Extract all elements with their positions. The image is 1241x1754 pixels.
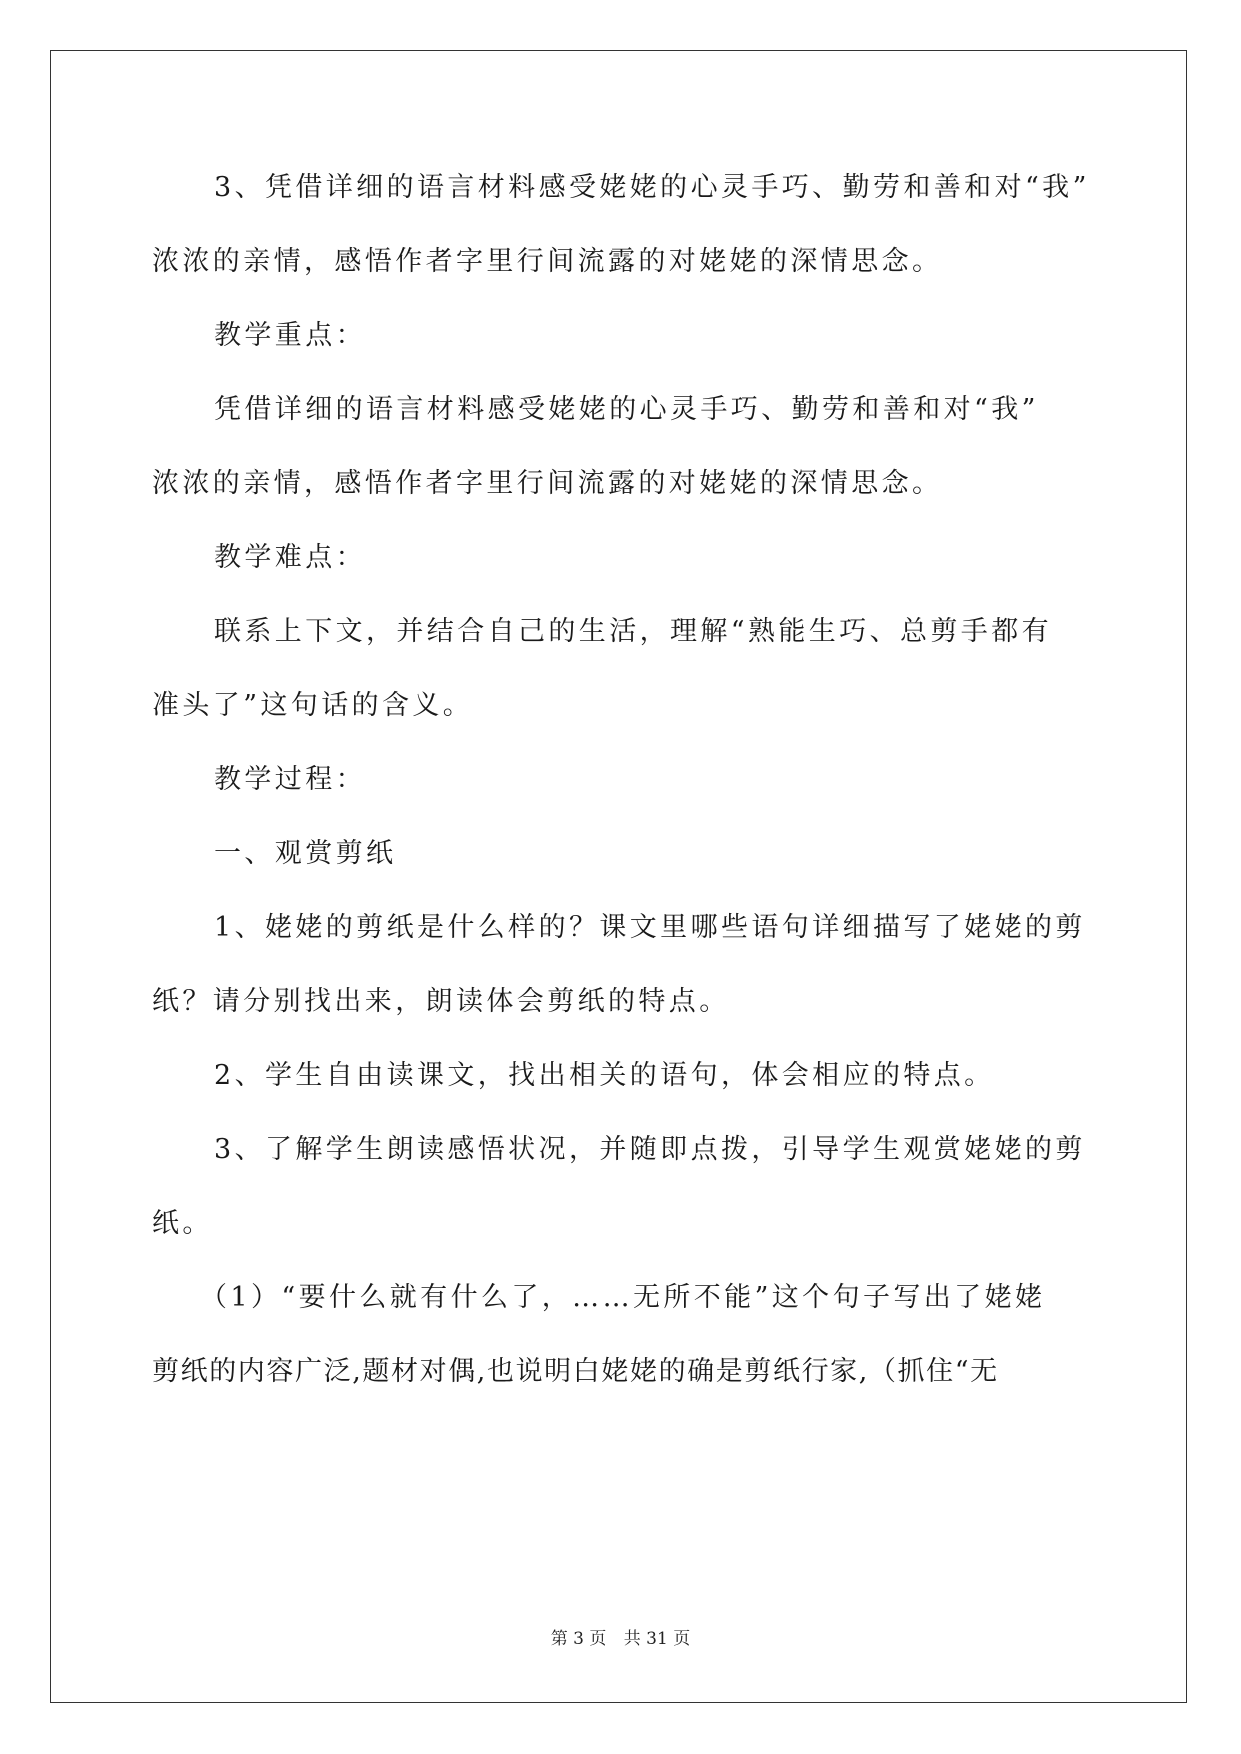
section-heading-key-points: 教学重点： — [214, 320, 366, 351]
page-border — [50, 50, 1187, 1703]
paragraph-line: 剪纸的内容广泛,题材对偶,也说明白姥姥的确是剪纸行家,（抓住“无 — [152, 1356, 999, 1387]
paragraph-line: 纸？请分别找出来，朗读体会剪纸的特点。 — [152, 986, 730, 1017]
paragraph-line: 3、了解学生朗读感悟状况，并随即点拨，引导学生观赏姥姥的剪 — [214, 1134, 1086, 1165]
paragraph-line: 1、姥姥的剪纸是什么样的？课文里哪些语句详细描写了姥姥的剪 — [214, 912, 1086, 943]
paragraph-line: 浓浓的亲情，感悟作者字里行间流露的对姥姥的深情思念。 — [152, 246, 943, 277]
paragraph-line: 2、学生自由读课文，找出相关的语句，体会相应的特点。 — [214, 1060, 995, 1091]
paragraph-line: 3、凭借详细的语言材料感受姥姥的心灵手巧、勤劳和善和对“我” — [214, 172, 1090, 203]
paragraph-line: （1）“要什么就有什么了，……无所不能”这个句子写出了姥姥 — [200, 1282, 1046, 1313]
paragraph-line: 凭借详细的语言材料感受姥姥的心灵手巧、勤劳和善和对“我” — [214, 394, 1039, 425]
section-heading-difficulties: 教学难点： — [214, 542, 366, 573]
section-heading-process: 教学过程： — [214, 764, 366, 795]
paragraph-line: 准头了”这句话的含义。 — [152, 690, 474, 721]
page-number: 第 3 页 — [550, 1629, 607, 1649]
paragraph-line: 联系上下文，并结合自己的生活，理解“熟能生巧、总剪手都有 — [214, 616, 1053, 647]
paragraph-line: 浓浓的亲情，感悟作者字里行间流露的对姥姥的深情思念。 — [152, 468, 943, 499]
subsection-heading: 一、观赏剪纸 — [214, 838, 397, 869]
page-total: 共 31 页 — [623, 1629, 691, 1649]
paragraph-line: 纸。 — [152, 1208, 213, 1239]
page-footer — [0, 1624, 1241, 1649]
